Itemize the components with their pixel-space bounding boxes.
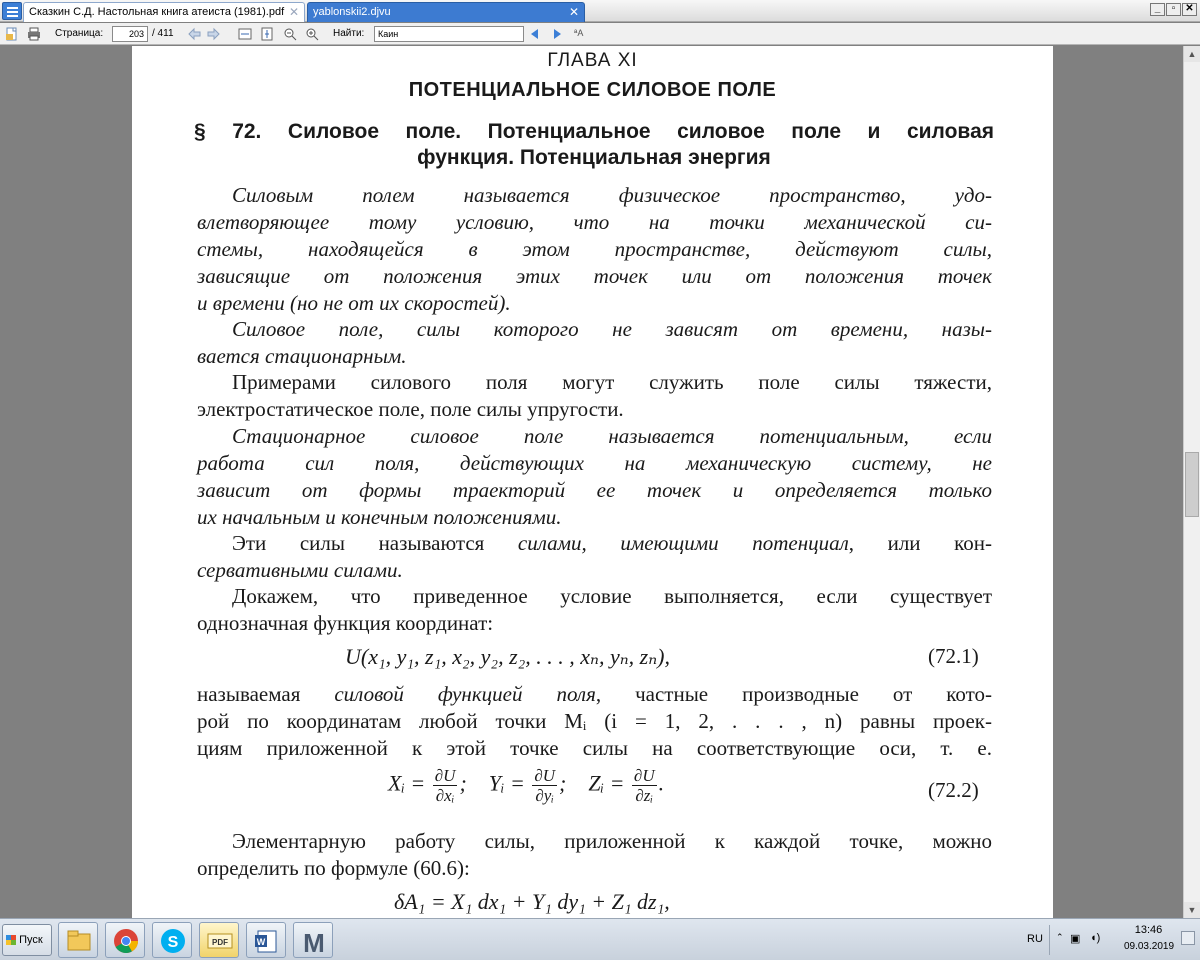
page-number-input[interactable]: 203	[112, 26, 148, 42]
paragraph-line: вается стационарным.	[197, 344, 407, 368]
mathcad-icon[interactable]	[293, 922, 333, 958]
volume-icon[interactable]: ◖)	[1090, 932, 1101, 944]
paragraph-line: влетворяющее тому условию, что на точки механической си-	[197, 210, 992, 234]
fraction-numerator: ∂U	[534, 766, 556, 785]
close-tab-icon[interactable]: ✕	[288, 5, 299, 19]
word-icon[interactable]	[246, 922, 286, 958]
scrollbar-thumb[interactable]	[1185, 452, 1199, 517]
match-case-icon[interactable]: ªA	[574, 28, 584, 38]
restore-button[interactable]: ▫	[1166, 3, 1181, 16]
text-run-italic: силовой функцией поля	[334, 682, 596, 706]
section-heading-line2: функция. Потенциальная энергия	[417, 146, 771, 169]
start-button[interactable]	[2, 924, 52, 956]
start-label: Пуск	[19, 934, 43, 946]
fit-page-icon[interactable]	[260, 27, 274, 41]
chrome-icon[interactable]	[105, 922, 145, 958]
next-page-icon[interactable]	[207, 27, 221, 41]
language-indicator[interactable]: RU	[1027, 933, 1043, 945]
skype-icon[interactable]	[152, 922, 192, 958]
find-previous-icon[interactable]	[531, 29, 538, 39]
paragraph-line: Элементарную работу силы, приложенной к каждой точке, можно	[232, 829, 992, 853]
equation-number: (72.1)	[928, 644, 979, 668]
text-run: называемая	[197, 682, 335, 706]
find-next-icon[interactable]	[554, 29, 561, 39]
zoom-out-icon[interactable]	[283, 27, 297, 41]
svg-text:PDF: PDF	[212, 938, 228, 947]
equation-work: δA₁ = X₁ dx₁ + Y₁ dy₁ + Z₁ dz₁,	[394, 889, 670, 914]
paragraph-line: Стационарное силовое поле называется потенциальным, если	[232, 424, 992, 448]
paragraph-line: Примерами силового поля могут служить поле силы тяжести,	[232, 370, 992, 394]
paragraph-line: Докажем, что приведенное условие выполняется, если существует	[232, 584, 992, 608]
text-run: , частные производные от кото-	[595, 682, 992, 706]
paragraph-line: циям приложенной к этой точке силы на соответствующие оси, т. е.	[197, 736, 992, 760]
page-label: Страница:	[55, 28, 104, 39]
chapter-title: ПОТЕНЦИАЛЬНОЕ СИЛОВОЕ ПОЛЕ	[408, 79, 777, 101]
tab-pdf[interactable]	[23, 2, 305, 22]
paragraph-line: рой по координатам любой точки Mᵢ (i = 1, 2, . . . , n) равны проек-	[197, 709, 992, 733]
toolbar	[0, 23, 1200, 45]
previous-page-icon[interactable]	[187, 27, 201, 41]
fit-width-icon[interactable]	[238, 27, 252, 41]
vertical-scrollbar[interactable]	[1183, 46, 1200, 918]
paragraph-line	[232, 530, 992, 556]
close-tab-icon[interactable]: ✕	[568, 5, 579, 19]
paragraph-line: однозначная функция координат:	[197, 611, 494, 635]
close-button[interactable]: ✕	[1182, 3, 1197, 16]
separator: ;	[459, 770, 467, 796]
terminator: .	[658, 770, 665, 796]
paragraph-line	[197, 681, 992, 707]
paragraph-line: зависит от формы траекторий ее точек и определяется только	[197, 478, 992, 502]
tab-djvu[interactable]	[307, 2, 585, 22]
menu-icon[interactable]	[2, 2, 22, 20]
scroll-down-icon[interactable]: ▼	[1184, 902, 1200, 918]
scroll-up-icon[interactable]: ▲	[1184, 46, 1200, 62]
paragraph-line: их начальным и конечным положениями.	[197, 505, 562, 529]
text-run-italic: силами, имеющими потенциал	[517, 531, 849, 555]
separator: ;	[559, 770, 567, 796]
equation-72-1: U(x₁, y₁, z₁, x₂, y₂, z₂, . . . , xₙ, yₙ, zₙ),	[345, 644, 670, 669]
chapter-heading: ГЛАВА XI	[547, 50, 638, 71]
svg-text:M: M	[303, 928, 325, 958]
page-total: / 411	[152, 28, 174, 39]
paragraph-line: стемы, находящейся в этом пространстве, действуют силы,	[197, 237, 992, 261]
equation-number: (72.2)	[928, 778, 979, 802]
open-file-icon[interactable]	[5, 27, 19, 41]
windows-logo-icon	[6, 935, 16, 945]
fraction-denominator: ∂xᵢ	[435, 786, 455, 805]
clock-time[interactable]: 13:46	[1134, 924, 1163, 936]
svg-text:W: W	[256, 937, 266, 947]
fraction	[632, 766, 657, 805]
print-icon[interactable]	[27, 27, 41, 41]
paragraph-line: и времени (но не от их скоростей).	[197, 291, 511, 315]
show-hidden-icons-icon[interactable]: ⌃	[1056, 932, 1064, 942]
paragraph-line: Силовым полем называется физическое пространство, удо-	[232, 183, 992, 207]
fraction-numerator: ∂U	[633, 766, 655, 785]
paragraph-line: зависящие от положения этих точек или от положения точек	[197, 264, 992, 288]
zoom-in-icon[interactable]	[305, 27, 319, 41]
clock-date[interactable]: 09.03.2019	[1123, 941, 1175, 952]
find-input[interactable]: Каин	[374, 26, 524, 42]
tab-bar	[0, 0, 1200, 22]
paragraph-line: Силовое поле, силы которого не зависят от времени, назы-	[232, 317, 992, 341]
minimize-button[interactable]: _	[1150, 3, 1165, 16]
paragraph-line: работа сил поля, действующих на механическую систему, не	[197, 451, 992, 475]
fraction-denominator: ∂yᵢ	[535, 786, 554, 805]
text-run: , или кон-	[848, 531, 992, 555]
paragraph-line: сервативными силами.	[197, 558, 403, 582]
tray-divider	[1049, 925, 1050, 955]
network-icon[interactable]: ▣	[1070, 933, 1081, 945]
svg-text:S: S	[167, 934, 179, 951]
eq-x-lhs: Xᵢ =	[388, 770, 426, 796]
tab-djvu-label: yablonskii2.djvu	[313, 6, 391, 18]
section-heading-line1: § 72. Силовое поле. Потенциальное силовое поле и силовая	[194, 120, 994, 143]
fraction	[433, 766, 458, 805]
document-page	[132, 46, 1053, 918]
fraction-denominator: ∂zᵢ	[635, 786, 654, 805]
paragraph-line: определить по формуле (60.6):	[197, 856, 470, 880]
find-label: Найти:	[333, 28, 365, 39]
pdf-viewer-icon[interactable]	[199, 922, 239, 958]
fraction-numerator: ∂U	[434, 766, 456, 785]
notification-icon[interactable]	[1181, 931, 1195, 945]
eq-z-lhs: Zᵢ =	[588, 770, 625, 796]
equation-72-2	[388, 766, 664, 805]
text-run: Эти силы называются	[232, 531, 518, 555]
file-explorer-icon[interactable]	[58, 922, 98, 958]
taskbar	[0, 918, 1200, 960]
paragraph-line: электростатическое поле, поле силы упругости.	[197, 397, 624, 421]
eq-y-lhs: Yᵢ =	[488, 770, 525, 796]
fraction	[532, 766, 557, 805]
tab-pdf-label: Сказкин С.Д. Настольная книга атеиста (1981).pdf	[29, 6, 285, 18]
